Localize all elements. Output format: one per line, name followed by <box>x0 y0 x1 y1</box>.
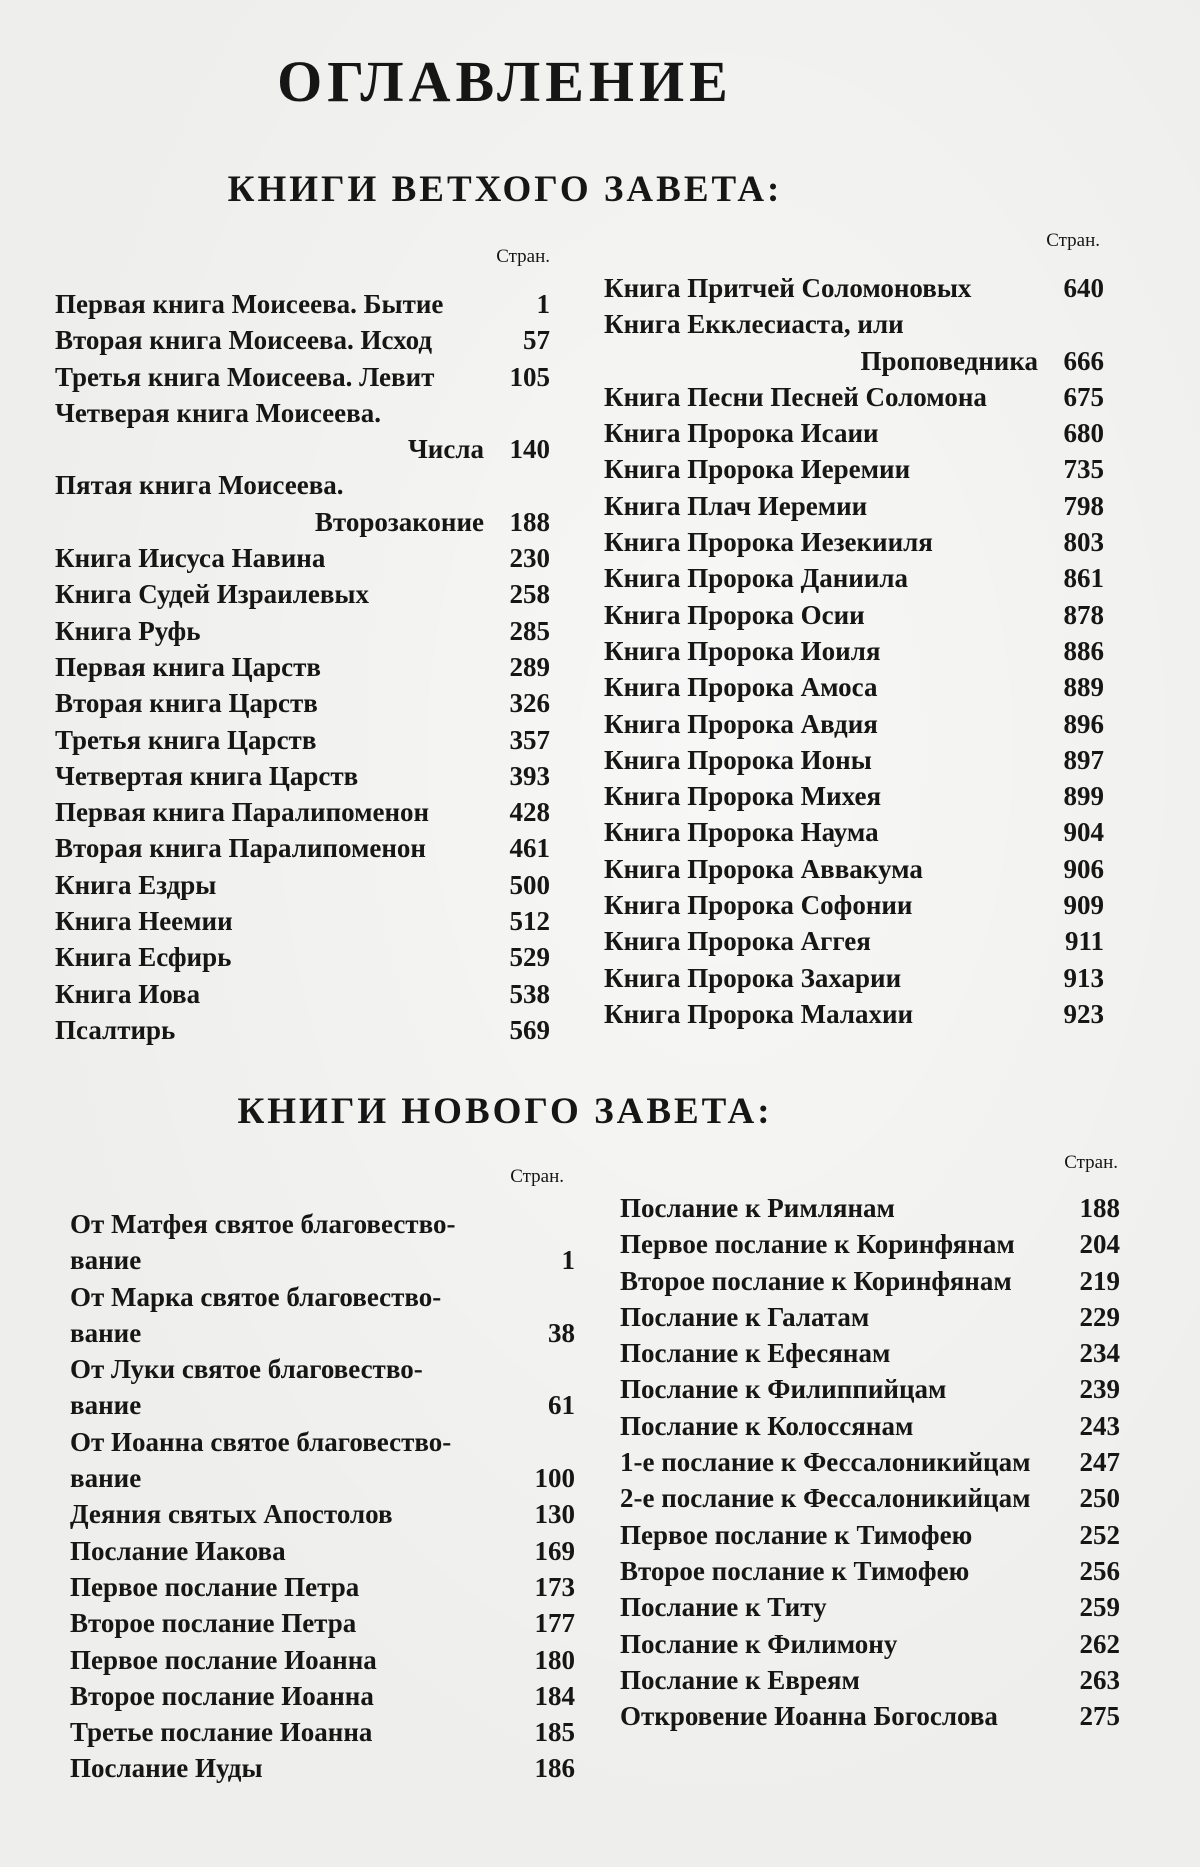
toc-entry-title-line: Послание к Евреям <box>620 1664 860 1695</box>
toc-entry <box>55 867 550 903</box>
toc-entry-title-continuation: вание <box>70 1390 142 1421</box>
toc-entry-title-line: Книга Пророка Малахии <box>604 998 914 1029</box>
toc-entry-title-line: Послание к Колоссянам <box>620 1410 914 1441</box>
toc-entry-page: 923 <box>1063 998 1104 1029</box>
toc-entry-title-line: 2-е послание к Фессалоникийцам <box>620 1483 1031 1514</box>
toc-entry <box>620 1626 1120 1662</box>
toc-entry-title <box>604 560 908 596</box>
toc-entry-title-line: Книга Пророка Захарии <box>604 962 902 993</box>
toc-entry <box>620 1517 1120 1553</box>
toc-entry <box>70 1605 575 1641</box>
toc-entry <box>604 524 1104 560</box>
toc-entry-page: 512 <box>509 906 550 937</box>
toc-entry-title-line: Первая книга Царств <box>55 651 321 682</box>
toc-entry-title <box>620 1190 895 1226</box>
toc-entry-page: 357 <box>509 724 550 755</box>
toc-entry <box>604 488 1104 524</box>
toc-entry-page: 230 <box>509 543 550 574</box>
toc-entry <box>620 1371 1120 1407</box>
toc-entry-title-line: Книга Пророка Наума <box>604 817 879 848</box>
toc-entry <box>70 1642 575 1678</box>
toc-entry-title <box>604 851 923 887</box>
toc-entry <box>55 794 550 830</box>
toc-entry-page: 234 <box>1079 1338 1120 1369</box>
toc-entry-title-line: Третья книга Моисеева. Левит <box>55 361 435 392</box>
toc-entry-title <box>620 1698 998 1734</box>
toc-entry-title <box>604 778 881 814</box>
toc-entry-title-line: От Марка святое благовество- <box>70 1281 442 1312</box>
toc-entry-title-continuation: Числа <box>407 434 484 465</box>
nt-left-page-label: Стран. <box>510 1166 564 1187</box>
toc-entry <box>55 576 550 612</box>
toc-entry-page: 904 <box>1063 817 1104 848</box>
toc-entry-page: 262 <box>1079 1628 1120 1659</box>
toc-entry-title <box>55 685 318 721</box>
toc-entry-title-line: Послание к Филимону <box>620 1628 898 1659</box>
toc-entry-title-line: Послание к Галатам <box>620 1301 870 1332</box>
toc-entry-page: 259 <box>1079 1592 1120 1623</box>
toc-entry <box>604 887 1104 923</box>
toc-entry-page: 243 <box>1079 1410 1120 1441</box>
toc-entry <box>620 1190 1120 1226</box>
toc-entry-title <box>70 1605 356 1641</box>
toc-entry-title-line: Книга Пророка Амоса <box>604 672 878 703</box>
toc-entry <box>55 685 550 721</box>
toc-entry <box>70 1750 575 1786</box>
toc-entry-title <box>55 359 434 395</box>
toc-entry-title <box>604 379 987 415</box>
toc-entry-page: 911 <box>1064 926 1104 957</box>
toc-entry-title <box>620 1226 1015 1262</box>
toc-entry-title <box>620 1371 946 1407</box>
toc-entry <box>620 1263 1120 1299</box>
toc-entry-title-line: Книга Пророка Иоиля <box>604 635 881 666</box>
toc-entry-page: 57 <box>523 325 550 356</box>
toc-entry-title-line: Откровение Иоанна Богослова <box>620 1701 998 1732</box>
toc-entry <box>70 1533 575 1569</box>
toc-entry-title-line: Книга Пророка Михея <box>604 781 882 812</box>
toc-entry-page: 896 <box>1063 708 1104 739</box>
toc-entry-title-line: Первое послание к Тимофею <box>620 1519 973 1550</box>
toc-entry <box>604 960 1104 996</box>
page-title: ОГЛАВЛЕНИЕ <box>277 49 733 114</box>
toc-entry <box>55 903 550 939</box>
toc-entry-title <box>70 1496 393 1532</box>
toc-entry <box>70 1351 575 1424</box>
toc-entry <box>604 415 1104 451</box>
toc-entry-title <box>620 1480 1030 1516</box>
ot-left-column <box>55 286 550 1048</box>
toc-entry-page: 861 <box>1063 563 1104 594</box>
toc-entry-page: 229 <box>1079 1301 1120 1332</box>
toc-entry-page: 393 <box>509 760 550 791</box>
toc-entry-title-continuation: вание <box>70 1245 142 1276</box>
toc-entry-title-line: Книга Судей Израилевых <box>55 579 369 610</box>
toc-entry-title <box>55 794 429 830</box>
toc-entry-page: 569 <box>509 1014 550 1045</box>
toc-entry-title-continuation: Проповедника <box>860 345 1038 376</box>
toc-entry-title-line: Книга Притчей Соломоновых <box>604 273 972 303</box>
toc-entry-page: 188 <box>509 506 550 537</box>
toc-entry-page: 247 <box>1079 1447 1120 1478</box>
toc-entry <box>604 996 1104 1032</box>
toc-entry-title-line: Книга Песни Песней Соломона <box>604 381 987 412</box>
toc-entry-title-line: Книга Пророка Аггея <box>604 926 871 957</box>
toc-entry-title <box>55 903 233 939</box>
toc-entry-title-line: Третья книга Царств <box>55 724 317 755</box>
toc-entry <box>55 359 550 395</box>
toc-entry <box>620 1662 1120 1698</box>
toc-entry-title-line: 1-е послание к Фессалоникийцам <box>620 1447 1031 1478</box>
toc-entry <box>55 286 550 322</box>
toc-entry-title <box>70 1206 519 1279</box>
toc-entry <box>620 1553 1120 1589</box>
toc-entry-title-line: Книга Пророка Авдия <box>604 708 878 739</box>
toc-entry-page: 735 <box>1063 454 1104 485</box>
toc-entry <box>55 649 550 685</box>
toc-entry <box>55 322 550 358</box>
toc-entry-page: 798 <box>1063 490 1104 521</box>
toc-entry-page: 326 <box>509 688 550 719</box>
toc-entry-title-continuation: Второзаконие <box>314 506 484 537</box>
toc-entry <box>604 451 1104 487</box>
ot-heading: КНИГИ ВЕТХОГО ЗАВЕТА: <box>227 169 783 210</box>
toc-entry <box>604 597 1104 633</box>
toc-entry-page: 886 <box>1063 635 1104 666</box>
toc-entry-title-line: От Луки святое благовество- <box>70 1354 423 1385</box>
toc-entry-title <box>620 1553 969 1589</box>
toc-entry-page: 285 <box>509 615 550 646</box>
toc-entry <box>55 540 550 576</box>
toc-entry <box>604 778 1104 814</box>
toc-entry <box>604 923 1104 959</box>
toc-entry-title <box>604 451 910 487</box>
toc-entry-title <box>55 976 200 1012</box>
toc-entry-title-line: Книга Екклесиаста, или <box>604 309 904 340</box>
toc-entry <box>604 706 1104 742</box>
toc-entry <box>70 1279 575 1352</box>
toc-entry <box>604 270 1104 306</box>
toc-entry-page: 180 <box>534 1644 575 1675</box>
toc-entry-title <box>55 576 369 612</box>
toc-entry-title <box>55 467 494 540</box>
toc-entry-title-line: От Матфея святое благовество- <box>70 1209 456 1239</box>
toc-entry-title <box>55 830 426 866</box>
toc-entry-page: 1 <box>536 289 550 319</box>
toc-entry <box>55 939 550 975</box>
nt-left-column <box>70 1206 575 1787</box>
toc-entry <box>604 669 1104 705</box>
toc-entry-title <box>55 395 494 468</box>
toc-entry-page: 640 <box>1063 273 1104 303</box>
toc-entry-title-line: Книга Ездры <box>55 869 217 900</box>
toc-entry-page: 909 <box>1063 890 1104 921</box>
toc-entry-page: 1 <box>561 1245 575 1276</box>
toc-entry-page: 38 <box>548 1317 575 1348</box>
toc-entry-title <box>604 706 878 742</box>
toc-entry-title-line: Послание к Титу <box>620 1592 827 1623</box>
toc-entry <box>604 379 1104 415</box>
toc-entry-title-line: Вторая книга Паралипоменон <box>55 833 426 864</box>
toc-entry-title <box>55 939 231 975</box>
toc-entry-title <box>604 415 879 451</box>
toc-entry-title-line: Книга Плач Иеремии <box>604 490 868 521</box>
toc-entry-title <box>604 887 912 923</box>
toc-entry <box>620 1299 1120 1335</box>
toc-entry <box>70 1678 575 1714</box>
toc-entry-title <box>604 488 867 524</box>
toc-entry-page: 130 <box>534 1499 575 1530</box>
toc-entry-title-line: Книга Есфирь <box>55 942 232 973</box>
toc-entry-title-line: Книга Пророка Ионы <box>604 744 872 775</box>
toc-entry-title-line: Первое послание к Коринфянам <box>620 1229 1015 1260</box>
toc-entry-page: 252 <box>1079 1519 1120 1550</box>
toc-entry-page: 803 <box>1063 527 1104 558</box>
toc-entry-title <box>604 996 913 1032</box>
toc-entry <box>55 613 550 649</box>
toc-entry-title <box>70 1750 263 1786</box>
toc-entry-page: 169 <box>534 1535 575 1566</box>
toc-entry-page: 889 <box>1063 672 1104 703</box>
toc-entry-title-line: Псалтирь <box>55 1014 176 1045</box>
toc-entry-page: 186 <box>534 1753 575 1784</box>
toc-entry-title <box>55 1012 175 1048</box>
toc-entry-title-line: Первая книга Паралипоменон <box>55 797 430 828</box>
toc-entry <box>70 1496 575 1532</box>
toc-entry <box>70 1714 575 1750</box>
toc-entry-page: 250 <box>1079 1483 1120 1514</box>
toc-entry-title <box>620 1299 869 1335</box>
toc-entry-title <box>604 742 872 778</box>
toc-entry-title <box>620 1444 1030 1480</box>
toc-entry-title-line: Первое послание Иоанна <box>70 1644 377 1675</box>
toc-entry-page: 529 <box>509 942 550 973</box>
toc-entry <box>55 395 550 468</box>
toc-entry-title-line: Послание Иуды <box>70 1753 263 1784</box>
nt-right-page-label: Стран. <box>1064 1152 1118 1173</box>
toc-entry <box>55 1012 550 1048</box>
nt-heading: КНИГИ НОВОГО ЗАВЕТА: <box>237 1091 773 1132</box>
toc-entry-title <box>620 1263 1012 1299</box>
toc-entry-title <box>70 1678 374 1714</box>
toc-entry-title-line: Третье послание Иоанна <box>70 1717 373 1748</box>
toc-entry-page: 666 <box>1063 345 1104 376</box>
toc-entry <box>604 633 1104 669</box>
toc-entry-title-line: Четверая книга Моисеева. <box>55 397 381 428</box>
toc-entry-page: 538 <box>509 978 550 1009</box>
toc-entry <box>55 976 550 1012</box>
toc-entry <box>620 1589 1120 1625</box>
toc-entry-title-line: Книга Пророка Осии <box>604 599 865 630</box>
toc-entry-title-line: Книга Пророка Аввакума <box>604 853 923 884</box>
toc-entry-title-line: Книга Руфь <box>55 615 201 646</box>
toc-entry-page: 500 <box>509 869 550 900</box>
toc-entry-page: 204 <box>1079 1229 1120 1260</box>
toc-entry <box>620 1226 1120 1262</box>
toc-entry <box>604 851 1104 887</box>
toc-entry-title <box>604 306 1048 379</box>
toc-entry-title <box>620 1408 913 1444</box>
toc-entry <box>70 1206 575 1279</box>
toc-entry-page: 263 <box>1079 1664 1120 1695</box>
toc-entry-title-line: Книга Неемии <box>55 906 233 937</box>
toc-entry-title <box>604 960 901 996</box>
toc-entry-page: 680 <box>1063 418 1104 449</box>
toc-entry-title <box>55 722 316 758</box>
toc-entry-title-line: Книга Пророка Иезекииля <box>604 527 933 558</box>
toc-entry <box>604 560 1104 596</box>
toc-entry-title-line: Послание Иакова <box>70 1535 286 1566</box>
toc-entry-page: 275 <box>1079 1701 1120 1732</box>
toc-entry-title-line: Книга Пророка Исаии <box>604 418 879 449</box>
toc-entry-page: 219 <box>1079 1265 1120 1296</box>
toc-entry-page: 899 <box>1063 781 1104 812</box>
toc-entry <box>55 758 550 794</box>
toc-entry <box>620 1480 1120 1516</box>
toc-entry-title <box>55 322 432 358</box>
toc-entry-title <box>70 1351 519 1424</box>
toc-entry-title <box>620 1589 827 1625</box>
toc-entry-page: 177 <box>534 1608 575 1639</box>
toc-entry <box>620 1408 1120 1444</box>
toc-entry-title-line: Второе послание Петра <box>70 1608 357 1639</box>
toc-entry-title <box>70 1424 519 1497</box>
toc-entry-title-line: Первое послание Петра <box>70 1571 360 1602</box>
toc-entry-title-line: Послание к Римлянам <box>620 1193 895 1223</box>
toc-entry <box>604 306 1104 379</box>
toc-entry-title <box>604 270 971 306</box>
toc-entry-title-line: Второе послание к Коринфянам <box>620 1265 1012 1296</box>
toc-entry-title-line: Книга Иисуса Навина <box>55 543 326 574</box>
toc-entry <box>70 1424 575 1497</box>
toc-entry-title <box>620 1517 972 1553</box>
toc-entry-page: 906 <box>1063 853 1104 884</box>
toc-entry-page: 184 <box>534 1680 575 1711</box>
toc-entry <box>55 467 550 540</box>
toc-entry-title <box>604 524 933 560</box>
toc-entry-title-line: Второе послание к Тимофею <box>620 1555 970 1586</box>
toc-entry-title <box>55 540 325 576</box>
toc-entry-title <box>620 1662 860 1698</box>
toc-entry-page: 289 <box>509 651 550 682</box>
toc-entry-page: 256 <box>1079 1555 1120 1586</box>
toc-entry-page: 675 <box>1063 381 1104 412</box>
toc-entry-title <box>604 633 880 669</box>
toc-entry-title <box>620 1626 897 1662</box>
toc-entry-page: 185 <box>534 1717 575 1748</box>
toc-entry-page: 878 <box>1063 599 1104 630</box>
toc-entry-title-continuation: вание <box>70 1317 142 1348</box>
toc-entry-title <box>70 1279 519 1352</box>
toc-entry-page: 61 <box>548 1390 575 1421</box>
toc-entry-page: 461 <box>509 833 550 864</box>
toc-entry-title <box>55 758 358 794</box>
toc-entry-title-line: Второе послание Иоанна <box>70 1680 374 1711</box>
toc-entry <box>55 722 550 758</box>
toc-entry-page: 897 <box>1063 744 1104 775</box>
toc-entry-title <box>70 1533 286 1569</box>
toc-entry-title-line: Книга Пророка Даниила <box>604 563 909 594</box>
toc-entry-title-continuation: вание <box>70 1463 142 1494</box>
toc-entry-title-line: Книга Пророка Софонии <box>604 890 913 921</box>
toc-entry-title <box>55 613 200 649</box>
toc-entry-title <box>620 1335 890 1371</box>
toc-entry-title-line: Послание к Филиппийцам <box>620 1374 947 1405</box>
toc-entry <box>604 814 1104 850</box>
toc-entry-title <box>55 649 321 685</box>
toc-entry-title <box>604 923 871 959</box>
toc-entry <box>604 742 1104 778</box>
toc-entry-title-line: Первая книга Моисеева. Бытие <box>55 289 444 319</box>
toc-entry-title <box>604 597 865 633</box>
toc-entry-page: 188 <box>1079 1193 1120 1223</box>
toc-entry-title <box>70 1569 359 1605</box>
toc-entry-title-line: Книга Иова <box>55 978 201 1009</box>
toc-entry <box>55 830 550 866</box>
toc-entry-title <box>70 1642 377 1678</box>
ot-left-page-label: Стран. <box>496 246 550 267</box>
ot-right-page-label: Стран. <box>1046 230 1100 251</box>
toc-entry-title <box>70 1714 372 1750</box>
toc-entry-page: 428 <box>509 797 550 828</box>
toc-entry <box>70 1569 575 1605</box>
toc-entry-title-line: Книга Пророка Иеремии <box>604 454 911 485</box>
toc-entry-title-line: От Иоанна святое благовество- <box>70 1426 452 1457</box>
nt-right-column <box>620 1190 1120 1734</box>
toc-entry-title-line: Пятая книга Моисеева. <box>55 470 344 501</box>
toc-entry-page: 258 <box>509 579 550 610</box>
toc-entry-title-line: Вторая книга Моисеева. Исход <box>55 325 432 356</box>
toc-entry-title <box>604 814 879 850</box>
toc-entry-page: 105 <box>509 361 550 392</box>
toc-entry-title-line: Четвертая книга Царств <box>55 760 359 791</box>
toc-entry-title <box>55 286 443 322</box>
toc-entry-page: 913 <box>1063 962 1104 993</box>
toc-entry <box>620 1444 1120 1480</box>
toc-entry <box>620 1698 1120 1734</box>
toc-entry-title <box>604 669 877 705</box>
ot-right-column <box>604 270 1104 1032</box>
toc-entry-title-line: Деяния святых Апостолов <box>70 1499 393 1530</box>
toc-entry-title-line: Послание к Ефесянам <box>620 1338 891 1369</box>
toc-entry-page: 100 <box>534 1463 575 1494</box>
toc-entry <box>620 1335 1120 1371</box>
toc-entry-page: 140 <box>509 434 550 465</box>
toc-entry-page: 239 <box>1079 1374 1120 1405</box>
toc-entry-page: 173 <box>534 1571 575 1602</box>
toc-entry-title-line: Вторая книга Царств <box>55 688 318 719</box>
toc-entry-title <box>55 867 216 903</box>
